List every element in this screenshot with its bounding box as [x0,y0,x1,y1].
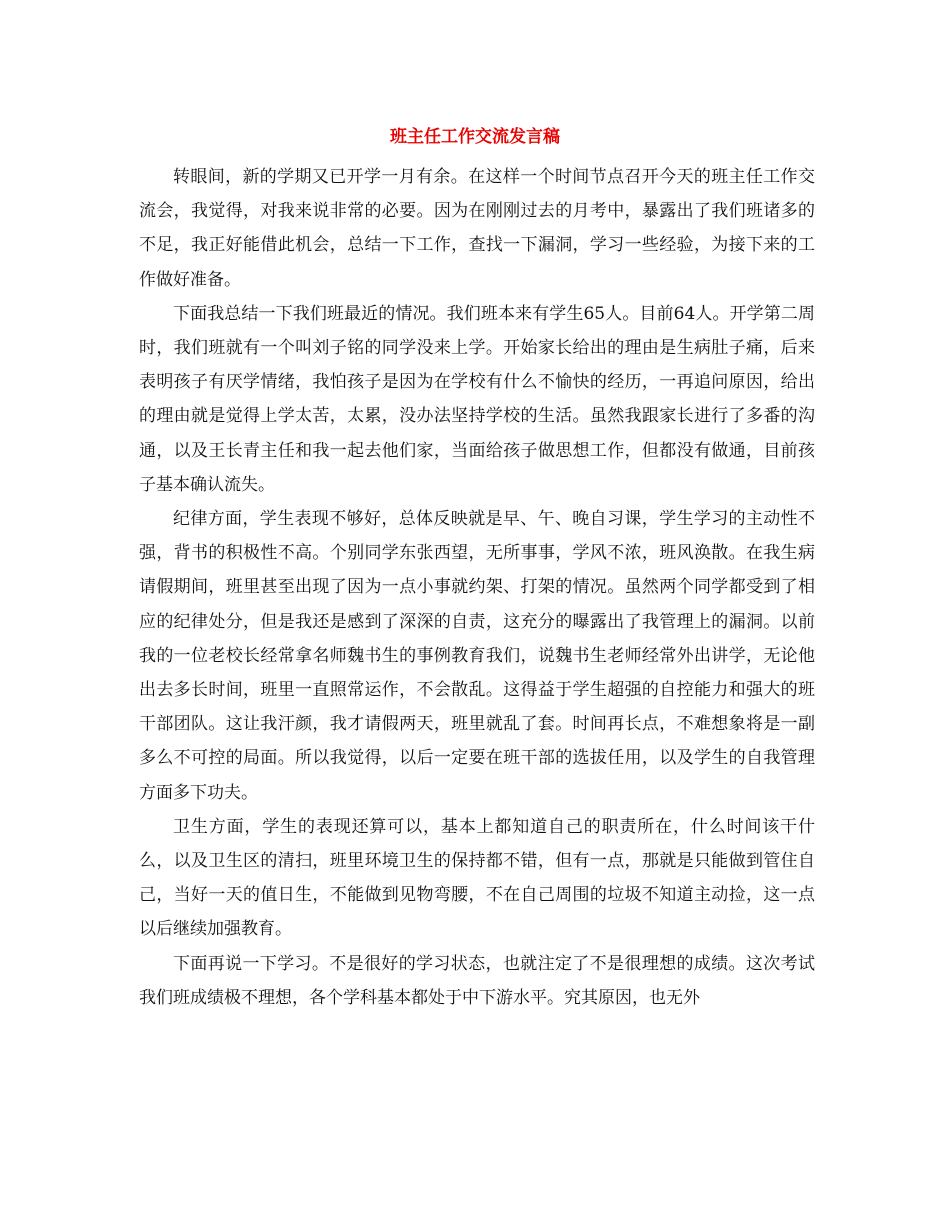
paragraph-2: 下面我总结一下我们班最近的情况。我们班本来有学生65人。目前64人。开学第二周时，我们班就有一个叫刘子铭的同学没来上学。开始家长给出的理由是生病肚子痛，后来表明孩子有厌学情绪，我怕孩子是因为在学校有什么不愉快的经历，一再追问原因，给出的理由就是觉得上学太苦，太累，没办法坚持学校的生活。虽然我跟家长进行了多番的沟通，以及王长青主任和我一起去他们家，当面给孩子做思想工作，但都没有做通，目前孩子基本确认流失。 [139,303,815,495]
document-body [139,160,815,1015]
paragraph-1: 转眼间，新的学期又已开学一月有余。在这样一个时间节点召开今天的班主任工作交流会，我觉得，对我来说非常的必要。因为在刚刚过去的月考中，暴露出了我们班诸多的不足，我正好能借此机会，总结一下工作，查找一下漏洞，学习一些经验，为接下来的工作做好准备。 [139,167,815,290]
paragraph-3: 纪律方面，学生表现不够好，总体反映就是早、午、晚自习课，学生学习的主动性不强，背书的积极性不高。个别同学东张西望，无所事事，学风不浓，班风涣散。在我生病请假期间，班里甚至出现了因为一点小事就约架、打架的情况。虽然两个同学都受到了相应的纪律处分，但是我还是感到了深深的自责，这充分的曝露出了我管理上的漏洞。以前我的一位老校长经常拿名师魏书生的事例教育我们，说魏书生老师经常外出讲学，无论他出去多长时间，班里一直照常运作，不会散乱。这得益于学生超强的自控能力和强大的班干部团队。这让我汗颜，我才请假两天，班里就乱了套。时间再长点，不难想象将是一副多么不可控的局面。所以我觉得，以后一定要在班干部的选拔任用，以及学生的自我管理方面多下功夫。 [139,509,815,803]
paragraph-5: 下面再说一下学习。不是很好的学习状态，也就注定了不是很理想的成绩。这次考试我们班成绩极不理想，各个学科基本都处于中下游水平。究其原因，也无外 [139,953,815,1008]
document-title: 班主任工作交流发言稿 [390,127,560,147]
paragraph-4: 卫生方面，学生的表现还算可以，基本上都知道自己的职责所在，什么时间该干什么，以及卫生区的清扫，班里环境卫生的保持都不错，但有一点，那就是只能做到管住自己，当好一天的值日生，不能做到见物弯腰，不在自己周围的垃圾不知道主动捡，这一点以后继续加强教育。 [139,816,815,940]
